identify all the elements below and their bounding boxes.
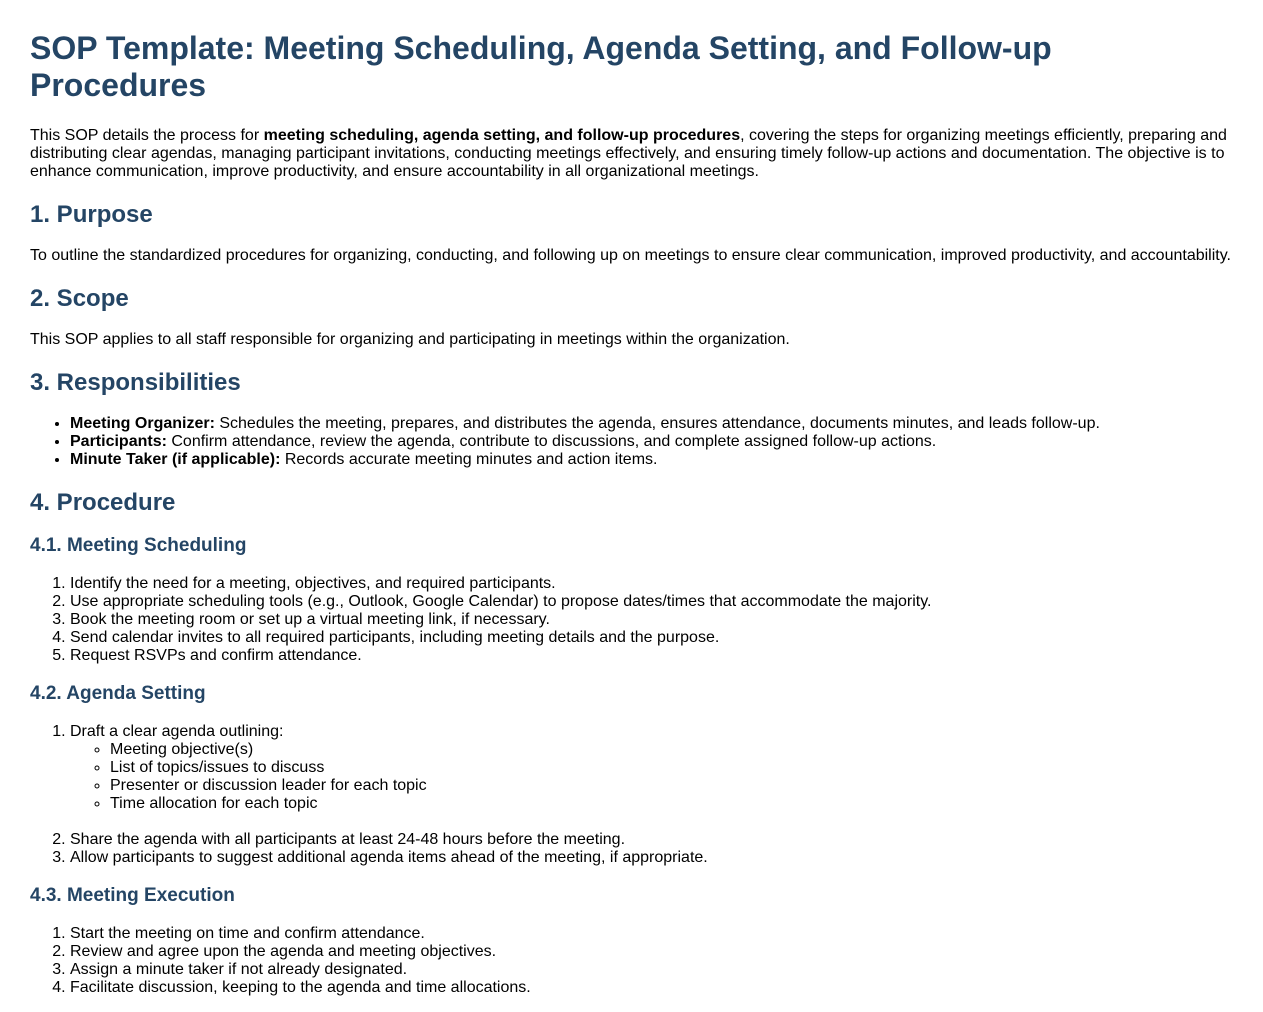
list-item: ◦ Presenter or discussion leader for each topic (110, 777, 1233, 795)
agenda-step-text: Draft a clear agenda outlining: (70, 723, 284, 740)
section-heading-procedure: 4. Procedure (30, 489, 176, 516)
section-heading-scope: 2. Scope (30, 285, 129, 312)
execution-steps (30, 925, 1233, 997)
responsibility-text: Confirm attendance, review the agenda, contribute to discussions, and complete assigned follow-up actions. (166, 433, 937, 450)
intro-bold-text: meeting scheduling, agenda setting, and follow-up procedures (263, 127, 741, 144)
responsibility-role: Minute Taker (if applicable): (70, 451, 281, 468)
responsibilities-list (30, 415, 1233, 469)
list-item: 3. Book the meeting room or set up a virtual meeting link, if necessary. (70, 611, 1233, 629)
responsibility-item (70, 415, 1233, 433)
list-item: 2. Share the agenda with all participants at least 24-48 hours before the meeting. (70, 831, 1233, 849)
responsibility-text: Records accurate meeting minutes and action items. (280, 451, 658, 468)
intro-paragraph (30, 127, 1233, 181)
agenda-steps (30, 723, 1233, 867)
intro-text-start: This SOP details the process for (30, 127, 264, 144)
scope-text: This SOP applies to all staff responsible for organizing and participating in meetings within the organization. (30, 331, 790, 348)
list-item: 4. Send calendar invites to all required participants, including meeting details and the purpose. (70, 629, 1233, 647)
list-item: ◦ Time allocation for each topic (110, 795, 1233, 813)
responsibility-text: Schedules the meeting, prepares, and distributes the agenda, ensures attendance, documents minutes, and leads follow-up. (214, 415, 1100, 432)
list-item: 5. Request RSVPs and confirm attendance. (70, 647, 1233, 665)
list-item: ◦ Meeting objective(s) (110, 741, 1233, 759)
list-item: 3. Allow participants to suggest additional agenda items ahead of the meeting, if appropriate. (70, 849, 1233, 867)
responsibility-role: Participants: (70, 433, 167, 450)
list-item: 2. Review and agree upon the agenda and meeting objectives. (70, 943, 1233, 961)
responsibility-item (70, 451, 1233, 469)
intro-text-end: , covering the steps for organizing meetings efficiently, preparing and distributing clear agendas, managing participant invitations, conducting meetings effectively, and ensuring timely follow-up actions and documentation. The objective is to enhance communication, improve productivity, and ensure accountability in all organizational meetings. (30, 127, 1227, 180)
subsection-heading-execution: 4.3. Meeting Execution (30, 885, 235, 906)
scheduling-steps (30, 575, 1233, 665)
list-item (70, 723, 1233, 813)
subsection-heading-scheduling: 4.1. Meeting Scheduling (30, 535, 247, 556)
list-item: ◦ List of topics/issues to discuss (110, 759, 1233, 777)
responsibility-item (70, 433, 1233, 451)
responsibility-role: Meeting Organizer: (70, 415, 215, 432)
page-title: SOP Template: Meeting Scheduling, Agenda Setting, and Follow-up Procedures (30, 30, 1052, 103)
list-item: 3. Assign a minute taker if not already designated. (70, 961, 1233, 979)
subsection-heading-agenda: 4.2. Agenda Setting (30, 683, 206, 704)
list-item: 4. Facilitate discussion, keeping to the agenda and time allocations. (70, 979, 1233, 997)
list-item: 1. Start the meeting on time and confirm attendance. (70, 925, 1233, 943)
purpose-text: To outline the standardized procedures for organizing, conducting, and following up on meetings to ensure clear communication, improved productivity, and accountability. (30, 247, 1231, 264)
list-item: 2. Use appropriate scheduling tools (e.g., Outlook, Google Calendar) to propose dates/times that accommodate the majority. (70, 593, 1233, 611)
section-heading-responsibilities: 3. Responsibilities (30, 369, 241, 396)
list-item: 1. Identify the need for a meeting, objectives, and required participants. (70, 575, 1233, 593)
agenda-sub-list (70, 741, 1233, 813)
section-heading-purpose: 1. Purpose (30, 201, 153, 228)
